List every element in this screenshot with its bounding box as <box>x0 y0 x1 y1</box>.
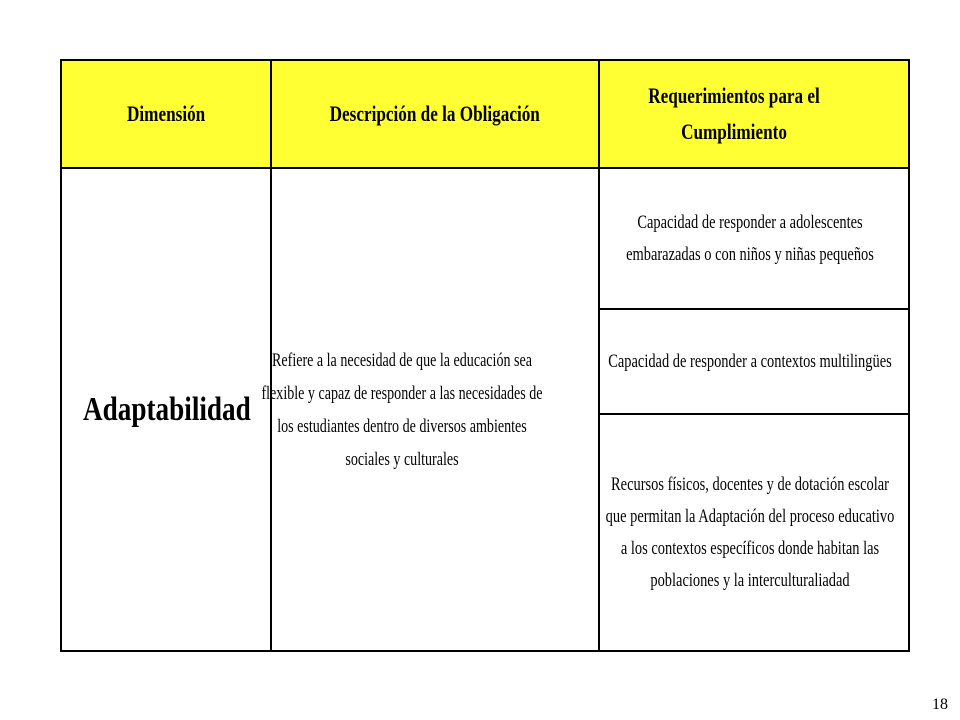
header-requirements-cell <box>599 60 909 168</box>
dimension-cell <box>61 168 271 651</box>
obligations-table <box>60 59 910 652</box>
requirement-text-3: Recursos físicos, docentes y de dotación escolar que permitan la Adaptación del proceso educativo a los contextos específicos donde habitan las poblaciones y la interculturaliadad <box>605 473 895 591</box>
description-text: Refiere a la necesidad de que la educación sea flexible y capaz de responder a las necesidades de los estudiantes dentro de diversos ambientes sociales y culturales <box>261 349 543 470</box>
table-row <box>61 168 909 309</box>
header-description: Descripción de la Obligación <box>329 101 541 126</box>
requirement-cell-2 <box>599 309 909 414</box>
requirement-text-2: Capacidad de responder a contextos multilingües <box>608 350 892 372</box>
header-requirements: Requerimientos para el Cumplimiento <box>648 83 820 144</box>
header-dimension-cell <box>61 60 271 168</box>
requirement-cell-1 <box>599 168 909 309</box>
header-dimension: Dimensión <box>126 101 206 126</box>
header-description-cell <box>271 60 599 168</box>
page-number: 18 <box>932 696 948 713</box>
description-cell <box>261 168 599 651</box>
requirement-cell-3 <box>599 414 909 651</box>
requirement-text-1: Capacidad de responder a adolescentes embarazadas o con niños y niñas pequeños <box>626 211 874 265</box>
table-header-row <box>61 60 909 168</box>
dimension-label: Adaptabilidad <box>82 390 251 428</box>
